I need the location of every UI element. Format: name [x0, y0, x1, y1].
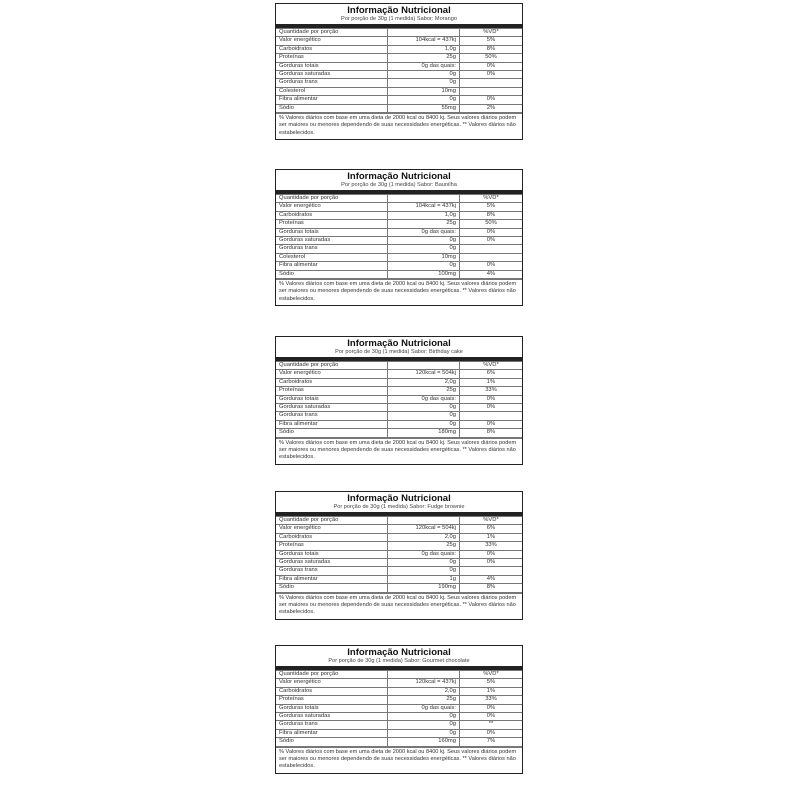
nutrient-dv — [460, 412, 523, 420]
nutrient-amount: 2,0g — [388, 378, 460, 386]
nutrient-amount: 120kcal = 437kj — [388, 679, 460, 687]
nutrient-label: Proteínas — [276, 54, 388, 62]
nutrient-amount: 1,0g — [388, 45, 460, 53]
nutrient-label: Gorduras saturadas — [276, 71, 388, 79]
nutrient-amount: 0g — [388, 404, 460, 412]
table-row — [276, 228, 522, 236]
nutrient-dv: 8% — [460, 211, 523, 219]
table-row — [276, 370, 522, 378]
nutrient-amount: 10mg — [388, 253, 460, 261]
nutrient-label: Carboidratos — [276, 211, 388, 219]
nutrient-label: Valor energético — [276, 525, 388, 533]
nutrient-dv: 7% — [460, 738, 523, 746]
nutrient-label: Valor energético — [276, 370, 388, 378]
nutrient-dv: 2% — [460, 104, 523, 112]
nutrient-dv — [460, 567, 523, 575]
nutrient-amount: 104kcal = 437kj — [388, 203, 460, 211]
nutrient-dv: 33% — [460, 542, 523, 550]
nutrient-label: Gorduras saturadas — [276, 404, 388, 412]
header-cell: Quantidade por porção — [276, 362, 388, 370]
nutrient-amount: 0g das quais: — [388, 395, 460, 403]
nutrient-dv: 33% — [460, 387, 523, 395]
nutrient-dv: 6% — [460, 525, 523, 533]
nutrient-label: Proteínas — [276, 387, 388, 395]
nutrient-dv — [460, 87, 523, 95]
nutrient-dv — [460, 253, 523, 261]
nutrient-amount: 180mg — [388, 429, 460, 437]
panel-title: Informação Nutricional — [347, 171, 451, 182]
nutrient-amount: 1,0g — [388, 211, 460, 219]
nutrient-amount: 10mg — [388, 87, 460, 95]
nutrition-table — [276, 194, 522, 279]
nutrient-label: Sódio — [276, 738, 388, 746]
nutrient-amount: 25g — [388, 387, 460, 395]
nutrient-label: Colesterol — [276, 87, 388, 95]
nutrient-amount: 1g — [388, 575, 460, 583]
nutrient-dv — [460, 245, 523, 253]
nutrient-dv: 1% — [460, 533, 523, 541]
panel-footnote: % Valores diários com base em uma dieta de 2000 kcal ou 8400 kj. Seus valores diários podem ser maiores ou menores dependendo de suas necessidades energéticas. ** Valores diários não estabelecidos. — [276, 593, 522, 619]
nutrient-label: Sódio — [276, 584, 388, 592]
table-row — [276, 262, 522, 270]
nutrient-label: Gorduras trans — [276, 567, 388, 575]
nutrient-dv: 5% — [460, 679, 523, 687]
header-cell: %VD* — [460, 29, 523, 37]
table-header-row — [276, 362, 522, 370]
nutrient-dv: 0% — [460, 71, 523, 79]
nutrient-dv: 0% — [460, 395, 523, 403]
panel-title: Informação Nutricional — [347, 5, 451, 16]
nutrient-dv — [460, 79, 523, 87]
nutrient-amount: 25g — [388, 220, 460, 228]
panel-subtitle: Por porção de 30g (1 medida) Sabor: Baunilha — [341, 182, 457, 188]
header-cell — [388, 195, 460, 203]
nutrient-label: Sódio — [276, 270, 388, 278]
nutrient-label: Carboidratos — [276, 378, 388, 386]
nutrient-dv: 8% — [460, 45, 523, 53]
nutrient-dv: 0% — [460, 550, 523, 558]
nutrient-dv: ** — [460, 721, 523, 729]
table-row — [276, 729, 522, 737]
table-header-row — [276, 29, 522, 37]
table-row — [276, 404, 522, 412]
table-row — [276, 567, 522, 575]
panel-title: Informação Nutricional — [347, 493, 451, 504]
table-row — [276, 721, 522, 729]
nutrient-dv: 0% — [460, 228, 523, 236]
header-cell: %VD* — [460, 671, 523, 679]
nutrient-amount: 0g das quais: — [388, 228, 460, 236]
table-row — [276, 96, 522, 104]
header-cell — [388, 671, 460, 679]
nutrient-amount: 2,0g — [388, 533, 460, 541]
nutrient-label: Gorduras saturadas — [276, 713, 388, 721]
nutrient-dv: 33% — [460, 696, 523, 704]
panel-subtitle: Por porção de 30g (1 medida) Sabor: Fudge brownie — [333, 504, 465, 510]
table-row — [276, 253, 522, 261]
nutrient-amount: 0g das quais: — [388, 550, 460, 558]
nutrient-amount: 0g — [388, 420, 460, 428]
table-row — [276, 696, 522, 704]
table-row — [276, 412, 522, 420]
nutrient-label: Fibra alimentar — [276, 729, 388, 737]
panel-footnote: % Valores diários com base em uma dieta de 2000 kcal ou 8400 kj. Seus valores diários podem ser maiores ou menores dependendo de suas necessidades energéticas. ** Valores diários não estabelecidos. — [276, 747, 522, 773]
nutrient-dv: 1% — [460, 378, 523, 386]
nutrient-dv: 0% — [460, 420, 523, 428]
nutrient-amount: 0g das quais: — [388, 62, 460, 70]
table-row — [276, 87, 522, 95]
nutrient-dv: 0% — [460, 262, 523, 270]
table-row — [276, 550, 522, 558]
table-row — [276, 687, 522, 695]
nutrition-table — [276, 670, 522, 747]
table-row — [276, 395, 522, 403]
nutrient-dv: 4% — [460, 270, 523, 278]
panel-header — [276, 646, 522, 670]
header-cell: Quantidade por porção — [276, 671, 388, 679]
table-row — [276, 203, 522, 211]
nutrient-amount: 100mg — [388, 270, 460, 278]
nutrient-amount: 0g — [388, 262, 460, 270]
nutrient-amount: 120kcal = 504kj — [388, 525, 460, 533]
nutrient-label: Gorduras totais — [276, 62, 388, 70]
nutrient-amount: 0g das quais: — [388, 704, 460, 712]
nutrient-label: Carboidratos — [276, 533, 388, 541]
nutrient-amount: 190mg — [388, 584, 460, 592]
header-cell: Quantidade por porção — [276, 195, 388, 203]
nutrient-label: Gorduras totais — [276, 228, 388, 236]
nutrient-amount: 0g — [388, 96, 460, 104]
nutrient-label: Proteínas — [276, 696, 388, 704]
nutrient-amount: 104kcal = 437kj — [388, 37, 460, 45]
table-header-row — [276, 195, 522, 203]
nutrient-dv: 0% — [460, 237, 523, 245]
nutrient-dv: 5% — [460, 203, 523, 211]
panel-footnote: % Valores diários com base em uma dieta de 2000 kcal ou 8400 kj. Seus valores diários podem ser maiores ou menores dependendo de suas necessidades energéticas. ** Valores diários não estabelecidos. — [276, 438, 522, 464]
header-cell: %VD* — [460, 517, 523, 525]
nutrient-amount: 0g — [388, 713, 460, 721]
panel-subtitle: Por porção de 30g (1 medida) Sabor: Morango — [341, 16, 457, 22]
nutrient-label: Fibra alimentar — [276, 96, 388, 104]
nutrient-label: Proteínas — [276, 542, 388, 550]
nutrient-amount: 55mg — [388, 104, 460, 112]
nutrient-amount: 0g — [388, 729, 460, 737]
nutrient-amount: 2,0g — [388, 687, 460, 695]
table-row — [276, 62, 522, 70]
nutrient-label: Valor energético — [276, 203, 388, 211]
nutrient-label: Fibra alimentar — [276, 262, 388, 270]
nutrient-label: Valor energético — [276, 37, 388, 45]
panel-header — [276, 337, 522, 361]
table-row — [276, 79, 522, 87]
panel-footnote: % Valores diários com base em uma dieta de 2000 kcal ou 8400 kj. Seus valores diários podem ser maiores ou menores dependendo de suas necessidades energéticas. ** Valores diários não estabelecidos. — [276, 113, 522, 139]
nutrition-panel-morango — [275, 3, 523, 140]
nutrient-amount: 0g — [388, 237, 460, 245]
table-row — [276, 575, 522, 583]
nutrient-amount: 160mg — [388, 738, 460, 746]
nutrient-dv: 5% — [460, 37, 523, 45]
nutrient-amount: 25g — [388, 696, 460, 704]
nutrient-dv: 0% — [460, 704, 523, 712]
nutrient-dv: 0% — [460, 62, 523, 70]
table-row — [276, 559, 522, 567]
table-row — [276, 104, 522, 112]
nutrient-label: Sódio — [276, 104, 388, 112]
header-cell — [388, 29, 460, 37]
nutrient-label: Sódio — [276, 429, 388, 437]
nutrient-amount: 0g — [388, 79, 460, 87]
nutrient-label: Gorduras saturadas — [276, 559, 388, 567]
nutrient-label: Gorduras trans — [276, 245, 388, 253]
nutrient-dv: 0% — [460, 713, 523, 721]
nutrient-dv: 0% — [460, 404, 523, 412]
nutrient-amount: 0g — [388, 71, 460, 79]
panel-title: Informação Nutricional — [347, 338, 451, 349]
header-cell — [388, 517, 460, 525]
nutrient-dv: 0% — [460, 559, 523, 567]
nutrient-amount: 0g — [388, 559, 460, 567]
nutrient-amount: 0g — [388, 412, 460, 420]
nutrient-dv: 0% — [460, 729, 523, 737]
table-row — [276, 533, 522, 541]
panel-footnote: % Valores diários com base em uma dieta de 2000 kcal ou 8400 kj. Seus valores diários podem ser maiores ou menores dependendo de suas necessidades energéticas. ** Valores diários não estabelecidos. — [276, 279, 522, 305]
nutrient-label: Fibra alimentar — [276, 420, 388, 428]
nutrition-panel-fudge-brownie — [275, 491, 523, 620]
nutrition-panel-baunilha — [275, 169, 523, 306]
nutrient-label: Gorduras trans — [276, 79, 388, 87]
nutrient-label: Gorduras totais — [276, 704, 388, 712]
nutrient-label: Gorduras trans — [276, 721, 388, 729]
panel-title: Informação Nutricional — [347, 647, 451, 658]
nutrition-table — [276, 361, 522, 438]
table-row — [276, 211, 522, 219]
table-row — [276, 37, 522, 45]
nutrient-label: Gorduras totais — [276, 550, 388, 558]
nutrient-label: Carboidratos — [276, 45, 388, 53]
table-row — [276, 45, 522, 53]
nutrient-label: Proteínas — [276, 220, 388, 228]
table-row — [276, 713, 522, 721]
nutrient-label: Valor energético — [276, 679, 388, 687]
header-cell — [388, 362, 460, 370]
nutrient-label: Carboidratos — [276, 687, 388, 695]
nutrient-dv: 6% — [460, 370, 523, 378]
header-cell: %VD* — [460, 362, 523, 370]
nutrient-amount: 120kcal = 504kj — [388, 370, 460, 378]
nutrient-dv: 8% — [460, 584, 523, 592]
panel-header — [276, 170, 522, 194]
table-row — [276, 245, 522, 253]
table-row — [276, 387, 522, 395]
nutrition-panel-gourmet-chocolate — [275, 645, 523, 774]
table-row — [276, 270, 522, 278]
panel-subtitle: Por porção de 30g (1 medida) Sabor: Birthday cake — [335, 349, 463, 355]
table-row — [276, 54, 522, 62]
table-row — [276, 704, 522, 712]
nutrient-dv: 8% — [460, 429, 523, 437]
nutrient-label: Gorduras saturadas — [276, 237, 388, 245]
panel-header — [276, 4, 522, 28]
table-row — [276, 71, 522, 79]
nutrient-label: Gorduras trans — [276, 412, 388, 420]
nutrient-amount: 0g — [388, 721, 460, 729]
nutrition-table — [276, 28, 522, 113]
nutrient-amount: 0g — [388, 567, 460, 575]
nutrient-dv: 50% — [460, 220, 523, 228]
header-cell: %VD* — [460, 195, 523, 203]
table-header-row — [276, 517, 522, 525]
panel-subtitle: Por porção de 30g (1 medida) Sabor: Gourmet chocolate — [328, 658, 470, 664]
nutrient-dv: 50% — [460, 54, 523, 62]
table-row — [276, 420, 522, 428]
table-row — [276, 738, 522, 746]
table-row — [276, 378, 522, 386]
table-row — [276, 237, 522, 245]
nutrient-label: Colesterol — [276, 253, 388, 261]
nutrition-panel-birthday-cake — [275, 336, 523, 465]
header-cell: Quantidade por porção — [276, 517, 388, 525]
panel-header — [276, 492, 522, 516]
nutrient-amount: 0g — [388, 245, 460, 253]
table-row — [276, 542, 522, 550]
nutrient-label: Gorduras totais — [276, 395, 388, 403]
nutrient-dv: 0% — [460, 96, 523, 104]
nutrient-amount: 25g — [388, 542, 460, 550]
table-row — [276, 429, 522, 437]
table-header-row — [276, 671, 522, 679]
nutrition-table — [276, 516, 522, 593]
table-row — [276, 679, 522, 687]
nutrient-label: Fibra alimentar — [276, 575, 388, 583]
table-row — [276, 584, 522, 592]
table-row — [276, 525, 522, 533]
table-row — [276, 220, 522, 228]
nutrient-dv: 1% — [460, 687, 523, 695]
nutrient-dv: 4% — [460, 575, 523, 583]
nutrient-amount: 25g — [388, 54, 460, 62]
header-cell: Quantidade por porção — [276, 29, 388, 37]
